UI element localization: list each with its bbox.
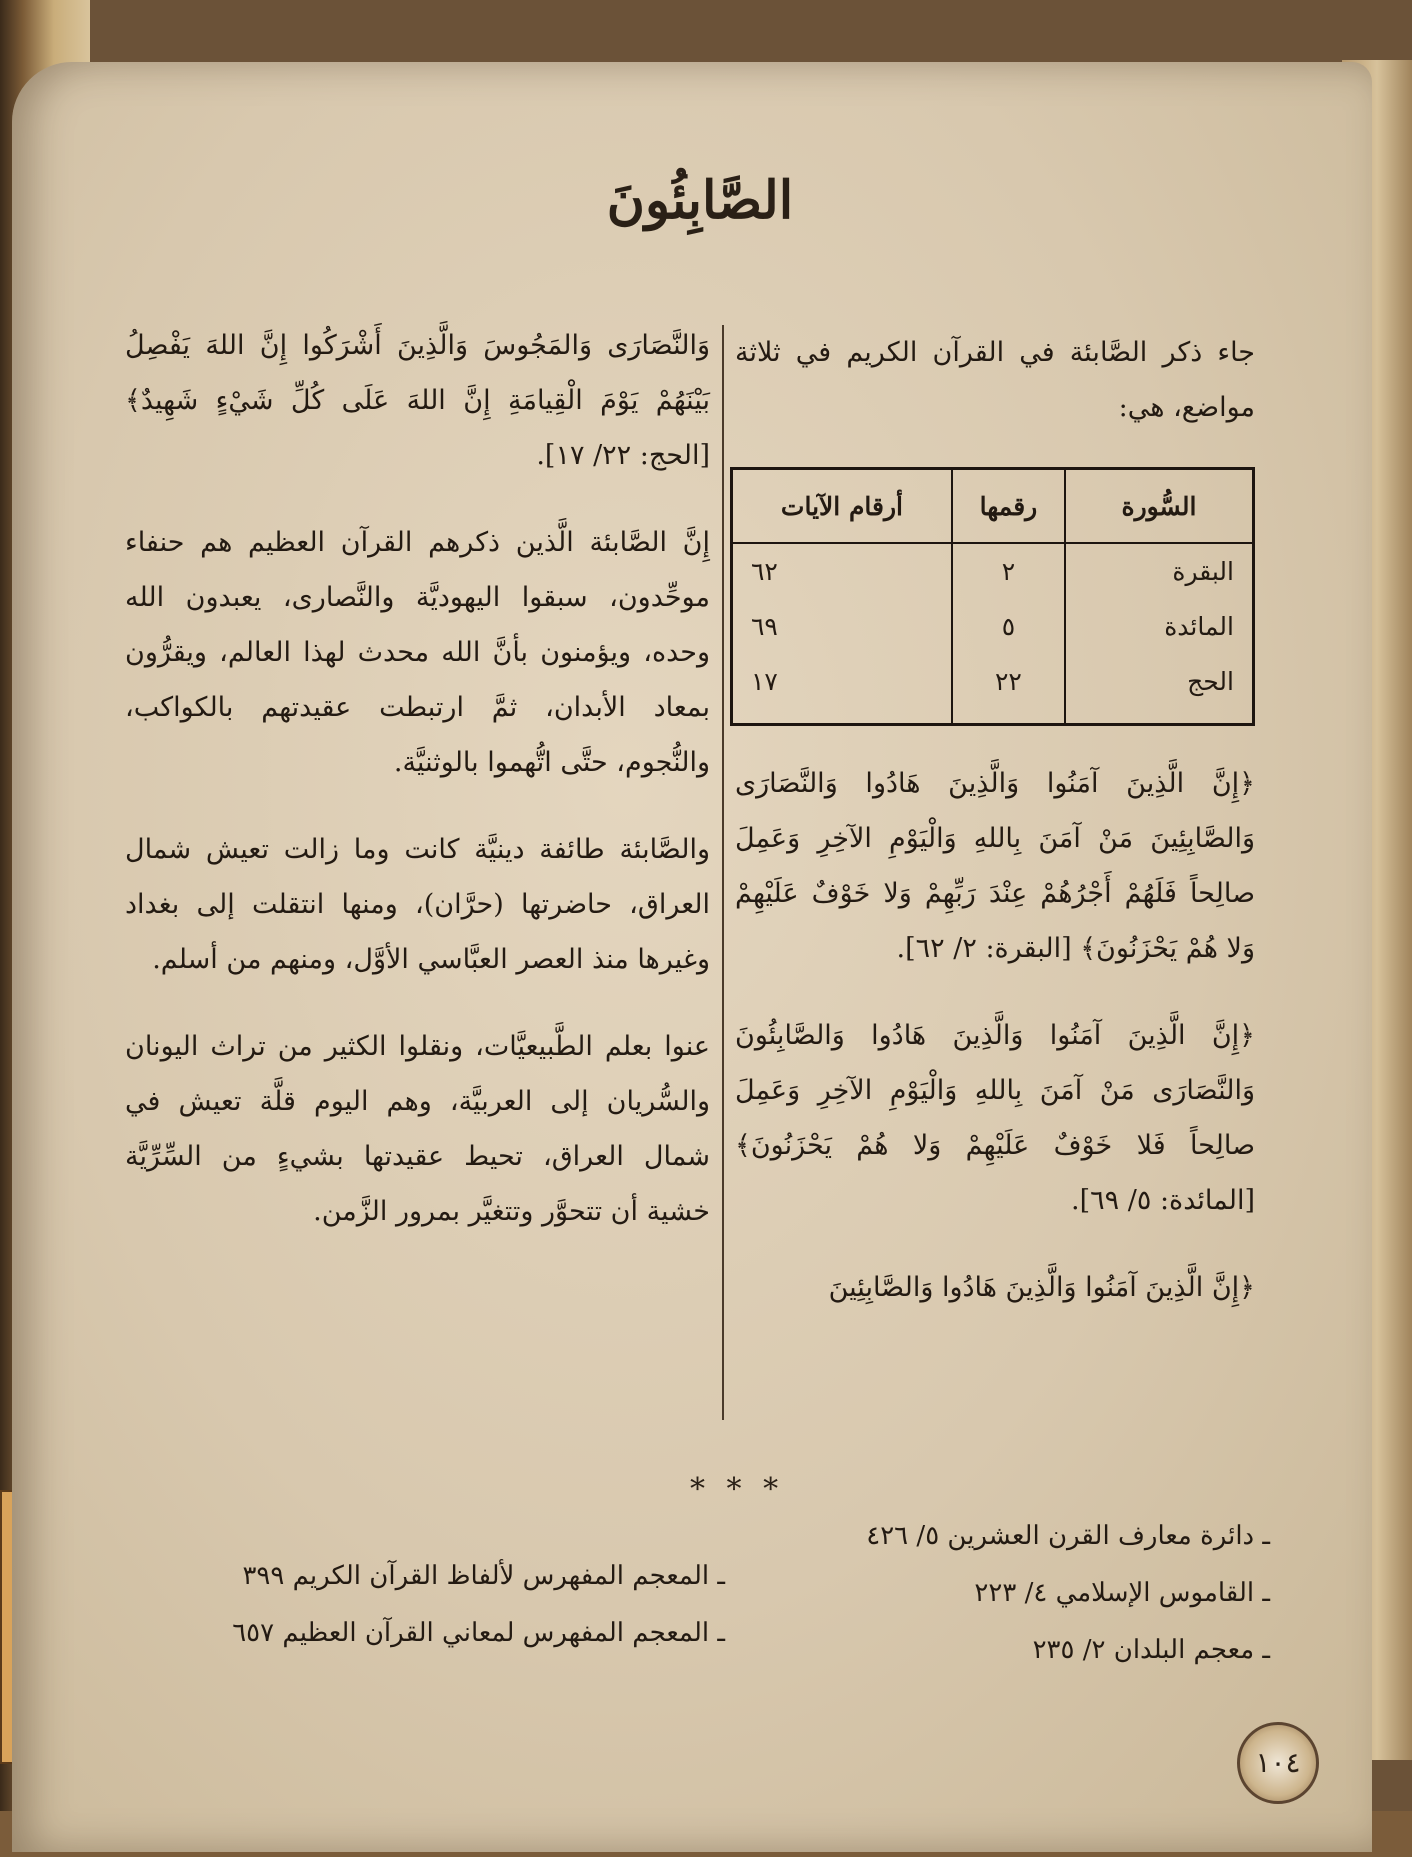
- suras-table: [730, 467, 1255, 726]
- left-column: [125, 318, 710, 1271]
- header-verses: أرقام الآيات: [732, 469, 952, 544]
- paragraph-2: والصَّابئة طائفة دينيَّة كانت وما زالت تعيش شمال العراق، حاضرتها (حرَّان)، ومنها انتقلت إلى بغداد وغيرها منذ العصر العبَّاسي الأوَّل، ومنهم من أسلم.: [125, 834, 710, 975]
- reference-item: ـ المعجم المفهرس لمعاني القرآن العظيم ٦٥٧: [232, 1618, 725, 1648]
- reference-item: ـ دائرة معارف القرن العشرين ٥/ ٤٢٦: [866, 1521, 1270, 1551]
- verse-hajj-start: ﴿إِنَّ الَّذِينَ آمَنُوا وَالَّذِينَ هَادُوا وَالصَّابِئِينَ: [828, 1272, 1255, 1303]
- separator-stars: * * *: [690, 1472, 785, 1507]
- verse-baqara: ﴿إِنَّ الَّذِينَ آمَنُوا وَالَّذِينَ هَادُوا وَالنَّصَارَى وَالصَّابِئِينَ مَنْ آمَنَ بِاللهِ وَالْيَوْمِ الآخِرِ وَعَمِلَ صالِحاً فَلَهُمْ أَجْرُهُمْ عِنْدَ رَبِّهِمْ وَلا خَوْفٌ عَلَيْهِمْ وَلا هُمْ يَحْزَنُونَ﴾ [البقرة: ٢/ ٦٢].: [735, 768, 1255, 964]
- verse-maida: ﴿إِنَّ الَّذِينَ آمَنُوا وَالَّذِينَ هَادُوا وَالصَّابِئُونَ وَالنَّصَارَى مَنْ آمَنَ بِاللهِ وَالْيَوْمِ الآخِرِ وَعَمِلَ صالِحاً فَلا خَوْفٌ عَلَيْهِمْ وَلا هُمْ يَحْزَنُونَ﴾ [المائدة: ٥/ ٦٩].: [735, 1020, 1255, 1216]
- cell-sura: المائدة: [1065, 599, 1254, 654]
- table-header-row: [732, 469, 1254, 544]
- cell-number: ٢: [952, 543, 1065, 599]
- cell-sura: الحج: [1065, 654, 1254, 725]
- references-right: [850, 1508, 1270, 1679]
- table-row: [732, 654, 1254, 725]
- table-row: [732, 599, 1254, 654]
- table-row: [732, 543, 1254, 599]
- verse-hajj-end: وَالنَّصَارَى وَالمَجُوسَ وَالَّذِينَ أَشْرَكُوا إِنَّ اللهَ يَفْصِلُ بَيْنَهُمْ يَوْمَ الْقِيامَةِ إِنَّ اللهَ عَلَى كُلِّ شَيْءٍ شَهِيدٌ﴾ [الحج: ٢٢/ ١٧].: [125, 330, 710, 471]
- intro-paragraph: جاء ذكر الصَّابئة في القرآن الكريم في ثلاثة مواضع، هي:: [735, 337, 1255, 423]
- cell-verses: ٦٩: [732, 599, 952, 654]
- column-divider: [722, 325, 724, 1420]
- cell-number: ٢٢: [952, 654, 1065, 725]
- cell-verses: ١٧: [732, 654, 952, 725]
- page-title: الصَّابِئُونَ: [606, 170, 794, 231]
- reference-item: ـ القاموس الإسلامي ٤/ ٢٢٣: [974, 1578, 1270, 1608]
- references-left: [205, 1548, 725, 1662]
- cell-number: ٥: [952, 599, 1065, 654]
- header-number: رقمها: [952, 469, 1065, 544]
- reference-item: ـ المعجم المفهرس لألفاظ القرآن الكريم ٣٩٩: [242, 1561, 725, 1591]
- paragraph-3: عنوا بعلم الطَّبيعيَّات، ونقلوا الكثير من تراث اليونان والسُّريان إلى العربيَّة، وهم اليوم قلَّة تعيش في شمال العراق، تحيط عقيدتها بشيءٍ من السِّرِّيَّة خشية أن تتحوَّر وتتغيَّر بمرور الزَّمن.: [125, 1031, 710, 1227]
- cell-verses: ٦٢: [732, 543, 952, 599]
- reference-item: ـ معجم البلدان ٢/ ٢٣٥: [1032, 1635, 1270, 1665]
- header-sura: السُّورة: [1065, 469, 1254, 544]
- paragraph-1: إِنَّ الصَّابئة الَّذين ذكرهم القرآن العظيم هم حنفاء موحِّدون، سبقوا اليهوديَّة والنَّصارى، يعبدون الله وحده، ويؤمنون بأنَّ الله محدث لهذا العالم، ويقرُّون بمعاد الأبدان، ثمَّ ارتبطت عقيدتهم بالكواكب، والنُّجوم، حتَّى اتُّهموا بالوثنيَّة.: [125, 527, 710, 778]
- cell-sura: البقرة: [1065, 543, 1254, 599]
- right-column: [735, 325, 1255, 1347]
- page-number: ١٠٤: [1237, 1722, 1319, 1804]
